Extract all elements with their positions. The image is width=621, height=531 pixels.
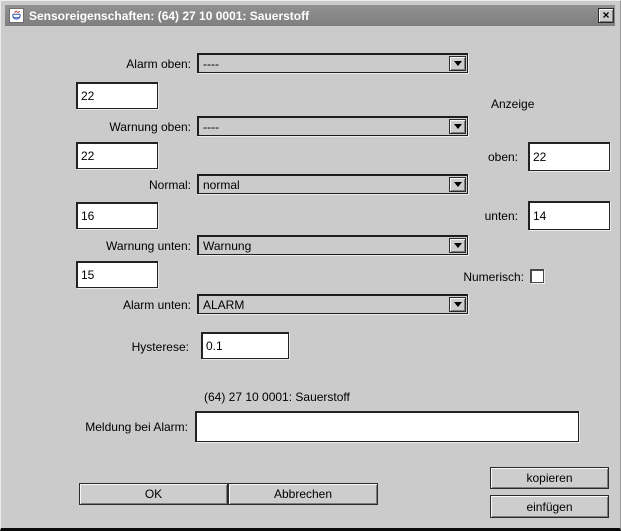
- alarm-oben-label: Alarm oben:: [126, 57, 191, 71]
- chevron-down-icon: [454, 61, 462, 66]
- warnung-oben-selected-value: ----: [203, 120, 219, 134]
- warnung-oben-value-field[interactable]: [76, 142, 158, 169]
- alarm-oben-combobox[interactable]: [197, 53, 468, 73]
- anzeige-oben-label: oben:: [487, 150, 518, 164]
- warnung-unten-label: Warnung unten:: [106, 239, 191, 253]
- paste-button-label: einfügen: [526, 499, 573, 514]
- cancel-button[interactable]: [228, 483, 378, 505]
- alarm-unten-label: Alarm unten:: [122, 298, 191, 312]
- warnung-unten-value-field[interactable]: [76, 261, 158, 288]
- alarm-unten-selected-value: ALARM: [203, 298, 245, 312]
- numerisch-checkbox[interactable]: [530, 269, 544, 283]
- warnung-unten-selected-value: Warnung: [203, 239, 252, 253]
- warnung-unten-dropdown-button[interactable]: [449, 238, 466, 253]
- chevron-down-icon: [454, 302, 462, 307]
- chevron-down-icon: [454, 124, 462, 129]
- paste-button[interactable]: [490, 495, 609, 518]
- close-icon: ×: [602, 8, 610, 22]
- normal-selected-value: normal: [203, 178, 240, 192]
- alarm-oben-value-field[interactable]: [76, 82, 158, 109]
- normal-value-field[interactable]: [76, 202, 158, 229]
- dialog-title: Sensoreigenschaften: (64) 27 10 0001: Sauerstoff: [29, 9, 310, 23]
- chevron-down-icon: [454, 243, 462, 248]
- alarm-oben-dropdown-button[interactable]: [449, 56, 466, 71]
- anzeige-unten-label: unten:: [484, 209, 518, 223]
- cancel-button-label: Abbrechen: [273, 487, 333, 501]
- coffee-cup-icon: [11, 8, 22, 23]
- warnung-oben-combobox[interactable]: [197, 116, 468, 136]
- anzeige-oben-field[interactable]: [528, 142, 610, 171]
- alarm-unten-combobox[interactable]: [197, 294, 468, 314]
- meldung-field[interactable]: [195, 411, 579, 442]
- anzeige-unten-field[interactable]: [528, 201, 610, 230]
- alarm-oben-selected-value: ----: [203, 57, 219, 71]
- warnung-oben-dropdown-button[interactable]: [449, 119, 466, 134]
- close-button[interactable]: [598, 8, 614, 23]
- normal-label: Normal:: [148, 178, 191, 192]
- anzeige-heading: Anzeige: [491, 97, 535, 111]
- ok-button[interactable]: [79, 483, 228, 505]
- normal-combobox[interactable]: [197, 174, 468, 194]
- numerisch-label: Numerisch:: [463, 270, 524, 284]
- hysterese-label: Hysterese:: [131, 340, 189, 354]
- warnung-unten-combobox[interactable]: [197, 235, 468, 255]
- copy-button-label: kopieren: [526, 471, 573, 485]
- titlebar[interactable]: [5, 5, 615, 26]
- meldung-label: Meldung bei Alarm:: [85, 420, 188, 434]
- java-app-icon[interactable]: [9, 8, 24, 23]
- copy-button[interactable]: [490, 467, 609, 489]
- sensor-caption: (64) 27 10 0001: Sauerstoff: [204, 390, 350, 404]
- warnung-oben-label: Warnung oben:: [109, 120, 191, 134]
- normal-dropdown-button[interactable]: [449, 177, 466, 192]
- alarm-unten-dropdown-button[interactable]: [449, 297, 466, 312]
- ok-button-label: OK: [144, 487, 163, 501]
- hysterese-field[interactable]: [201, 332, 289, 359]
- chevron-down-icon: [454, 182, 462, 187]
